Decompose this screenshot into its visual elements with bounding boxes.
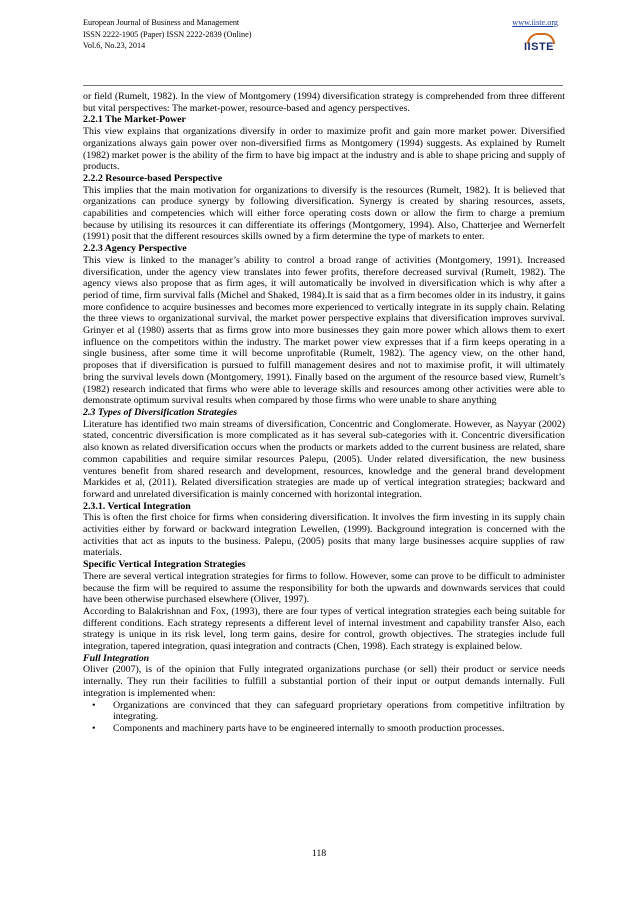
heading-resource-based: 2.2.2 Resource-based Perspective [83,172,223,184]
bullet-icon: • [92,699,96,711]
paragraph-market-power: This view explains that organizations diversify in order to maximize profit and gain more market power. Diversified organizations always gain power over non-diversified firms as Montgomery (1994) suggests. As explained by Rumelt (1982) market power is the ability of the firm to have big impact at the industry and is able to shape pricing and supply of products. [83,126,565,173]
bullet-icon: • [92,722,96,734]
list-item-text: Organizations are convinced that they can safeguard proprietary operations from competitive infiltration by integrating. [113,699,565,723]
list-item [83,700,565,723]
journal-url-link[interactable]: www.iiste.org [512,18,558,27]
heading-specific-strategies: Specific Vertical Integration Strategies [83,559,246,571]
logo-text: IISTE [524,41,555,53]
issn-line: ISSN 2222-1905 (Paper) ISSN 2222-2839 (Online) [83,29,252,39]
paragraph-vertical-integration: This is often the first choice for firms when considering diversification. It involves the firm investing in its supply chain activities either by forward or backward integration Lewellen, (1999). Background integration is concerned with the activities that act as inputs to the business. Palepu, (2005) posits that many large businesses acquire supplies of raw materials. [83,512,565,559]
list-item-text: Components and machinery parts have to be engineered internally to smooth production processes. [113,722,505,734]
volume-line: Vol.6, No.23, 2014 [83,41,146,51]
heading-market-power: 2.2.1 The Market-Power [83,114,186,126]
iiste-logo [524,33,554,59]
paragraph-specific-strategies: There are several vertical integration strategies for firms to follow. However, some can prove to be difficult to administer because the firm will be required to assume the responsibility for both the upwards and downwards services that could have been otherwise purchased elsewhere (Oliver, 1997). [83,570,565,606]
journal-name: European Journal of Business and Management [83,18,240,27]
page-number: 118 [311,848,327,859]
paragraph-resource-based: This implies that the main motivation for organizations to diversify is the resources (Rumelt, 1982). It is believed that organizations can produce synergy by following diversification. Synergy is created by sharing resources, assets, capabilities and competencies which will either force operating costs down or allow the firm to charge a premium because by utilising its resources it can differentiate its offerings (Montgomery, 1994). Also, Chatterjee and Wernerfelt (1991) posit that the different resources skills owned by a firm determine the type of markets to enter. [83,184,565,243]
article-body [83,91,565,735]
list-item [83,723,565,735]
heading-vertical-integration: 2.3.1. Vertical Integration [83,500,191,512]
paragraph-intro: or field (Rumelt, 1982). In the view of Montgomery (1994) diversification strategy is comprehended from three different but vital perspectives: The market-power, resource-based and agency perspectives. [83,91,565,114]
heading-full-integration: Full Integration [83,652,150,664]
paragraph-types: Literature has identified two main streams of diversification, Concentric and Conglomerate. However, as Nayyar (2002) stated, concentric diversification is more complicated as it has several sub-categories with it. Concentric diversification also known as related diversification occurs when the products or markets added to the current business are related, share common capabilities and require similar resources Palepu, (2005). Under related diversification, the new business ventures benefit from shared research and development, resources, knowledge and the general brand development Markides et al, (2011). Related diversification strategies are made up of vertical integration strategies; backward and forward and unrelated diversification is mainly concerned with horizontal integration. [83,418,565,500]
page-header [83,17,558,77]
paragraph-agency: This view is linked to the manager’s ability to control a broad range of activities (Montgomery, 1991). Increased diversification, under the agency view translates into fewer profits, therefore decreased survival (Rumelt, 1982). The agency views also propose that as firm ages, it will automatically be involved in diversification which is why after a period of time, firm survival falls (Michel and Shaked, 1984).It is said that as a firm becomes older in its industry, it gains more confidence to acquire businesses and becomes more experienced to vertically integrate in its supply chain. Relating the three views to organizational survival, the market power perspective explains that diversification improves survival. Grinyer et al (1980) asserts that as firms grow into more businesses they gain more power which allows them to exert influence on the competitors within the industry. The market power view expresses that if a firm keeps operating in a single business, after some time it will become unprofitable (Rumelt, 1982). The agency view, on the other hand, proposes that if diversification is pursued to fulfill management desires and not to maximise profit, it will ultimately bring the survival levels down (Montgomery, 1991). Finally based on the argument of the resource based view, Rumelt’s (1982) research indicated that firms who were able to leverage skills and resources among other activities were able to demonstrate optimum survival results when compared by those firms who were unable to share anything [83,254,565,407]
heading-types-of-diversification: 2.3 Types of Diversification Strategies [83,406,238,418]
header-divider [83,85,563,86]
paragraph-full-integration: Oliver (2007), is of the opinion that Fully integrated organizations purchase (or sell) their product or service needs internally. They run their facilities to fulfill a substantial portion of their input or output demands internally. Full integration is implemented when: [83,664,565,699]
heading-agency: 2.2.3 Agency Perspective [83,243,187,255]
bullet-list [83,700,565,735]
paragraph-four-types: According to Balakrishnan and Fox, (1993), there are four types of vertical integration strategies each being suitable for different conditions. Each strategy represents a different level of internal investment and capability transfer Also, each strategy is unique in its risk level, long term gains, desire for control, growth objectives. The strategies include full integration, tapered integration, quasi integration and contracts (Chen, 1998). Each strategy is explained below. [83,605,565,653]
